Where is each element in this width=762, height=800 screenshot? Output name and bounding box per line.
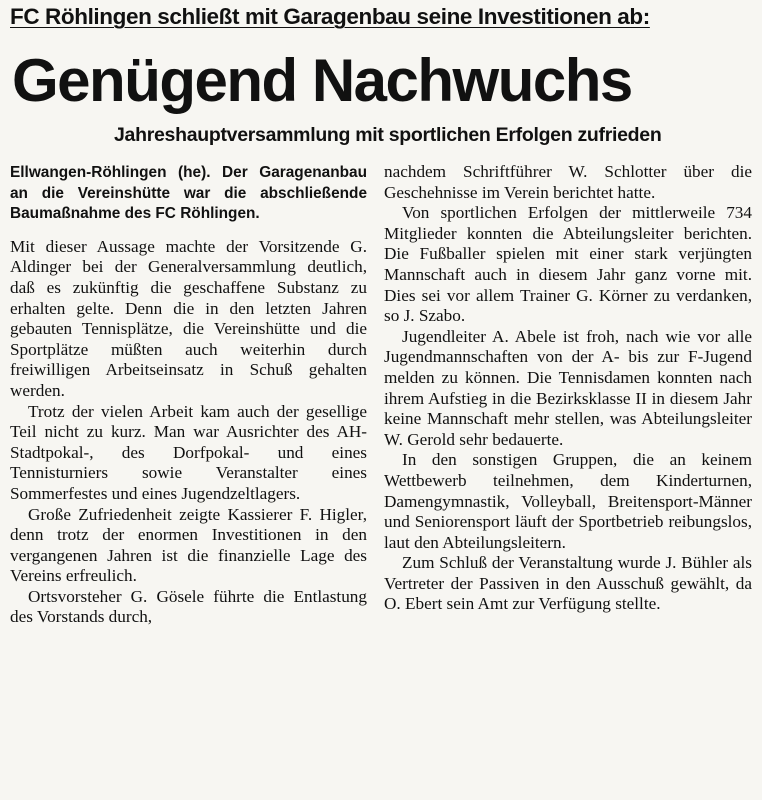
body-paragraph: Zum Schluß der Veranstaltung wurde J. Bühler als Vertreter der Passiven in den Ausschuß gewählt, da O. Ebert sein Amt zur Verfügung stellte. [384, 553, 752, 614]
body-paragraph: nachdem Schriftführer W. Schlotter über die Geschehnisse im Verein berichtet hatte. [384, 162, 752, 202]
body-paragraph: Ortsvorsteher G. Gösele führte die Entlastung des Vorstands durch, [10, 586, 367, 627]
body-paragraph: Jugendleiter A. Abele ist froh, nach wie vor alle Jugendmannschaften von der A- bis zur F-Jugend melden zu können. Die Tennisdamen konnten nach ihrem Aufstieg in die Bezirksklasse II in diesem Jahr keine Mannschaft mehr stellen, was Abteilungsleiter W. Gerold sehr bedauerte. [384, 326, 752, 449]
body-paragraph: Große Zufriedenheit zeigte Kassierer F. Higler, denn trotz der enormen Investitionen in den vergangenen Jahren ist die finanzielle Lage des Vereins erfreulich. [10, 504, 367, 586]
lead-paragraph: Ellwangen-Röhlingen (he). Der Garagenanbau an die Vereinshütte war die abschließende Baumaßnahme des FC Röhlingen. [10, 164, 367, 223]
headline: Genügend Nachwuchs [12, 47, 632, 114]
kicker-line: FC Röhlingen schließt mit Garagenbau seine Investitionen ab: [10, 4, 650, 29]
body-paragraph: Trotz der vielen Arbeit kam auch der gesellige Teil nicht zu kurz. Man war Ausrichter des AH-Stadtpokal-, des Dorfpokal- und eines Tennisturniers sowie Veranstalter eines Sommerfestes und eines Jugendzeltlagers. [10, 401, 367, 503]
subheadline: Jahreshauptversammlung mit sportlichen Erfolgen zufrieden [114, 124, 662, 146]
column-right [384, 162, 752, 615]
body-paragraph: Von sportlichen Erfolgen der mittlerweile 734 Mitglieder konnten die Abteilungsleiter berichten. Die Fußballer spielen mit einer stark verjüngten Mannschaft auch in diesem Jahr ganz vorne mit. Dies sei vor allem Trainer G. Körner zu verdanken, so J. Szabo. [384, 203, 752, 326]
body-paragraph: In den sonstigen Gruppen, die an keinem Wettbewerb teilnehmen, dem Kinderturnen, Damengymnastik, Volleyball, Breitensport-Männer und Seniorensport läuft der Sportbetrieb reibungslos, laut den Abteilungsleitern. [384, 450, 752, 552]
column-left [10, 163, 367, 628]
body-paragraph: Mit dieser Aussage machte der Vorsitzende G. Aldinger bei der Generalversammlung deutlich, daß es zukünftig die geschaffene Substanz zu erhalten gelte. Denn die in den letzten Jahren gebauten Tennisplätze, die Vereinshütte und die Sportplätze müßten auch weiterhin durch freiwilligen Arbeitseinsatz in Schuß gehalten werden. [10, 236, 367, 400]
